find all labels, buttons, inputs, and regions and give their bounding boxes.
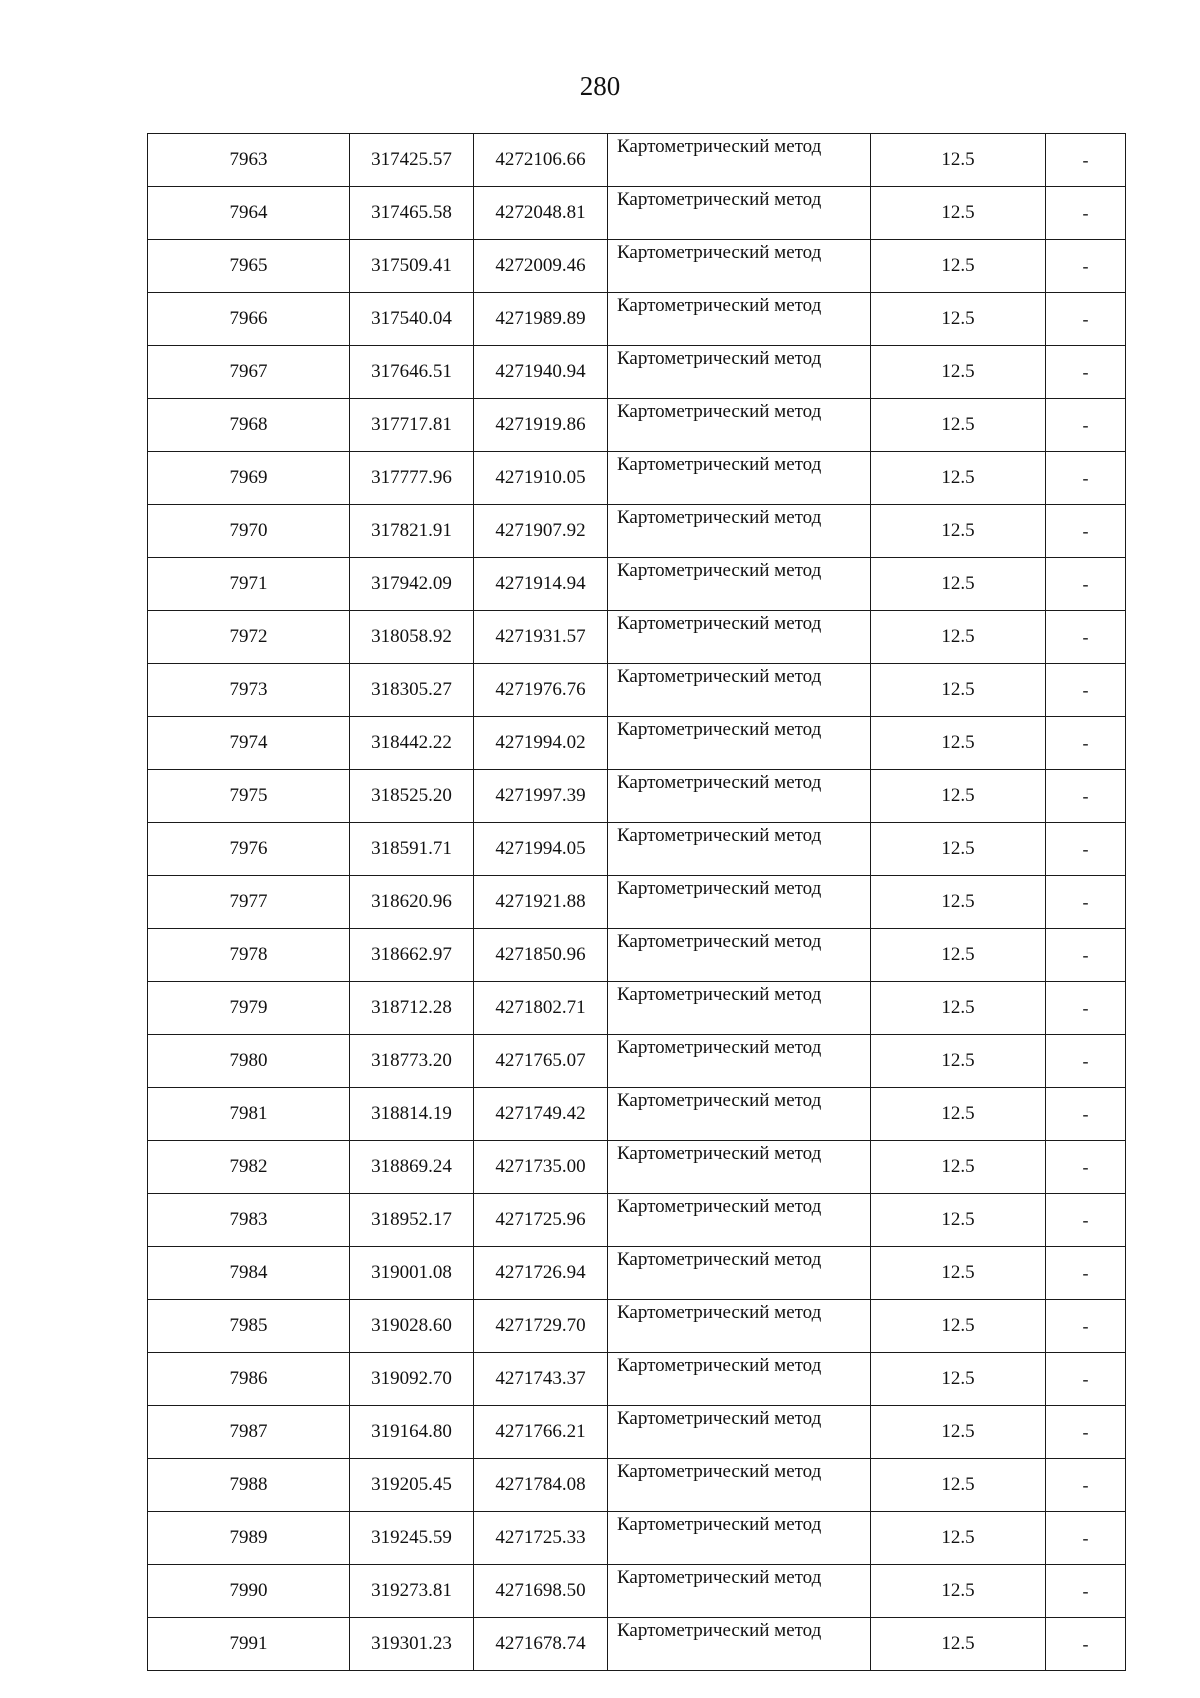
note-cell: - (1046, 611, 1126, 664)
coordinates-table (147, 133, 1126, 1671)
method-cell: Картометрический метод (608, 452, 871, 505)
table-row (148, 187, 1126, 240)
method-cell: Картометрический метод (608, 1618, 871, 1671)
page-number: 280 (579, 71, 621, 101)
table-row (148, 1459, 1126, 1512)
note-cell: - (1046, 1459, 1126, 1512)
x-coordinate-cell: 318525.20 (350, 770, 474, 823)
x-coordinate-cell: 319245.59 (350, 1512, 474, 1565)
x-coordinate-cell: 317646.51 (350, 346, 474, 399)
accuracy-cell: 12.5 (871, 982, 1046, 1035)
note-cell: - (1046, 1512, 1126, 1565)
y-coordinate-cell: 4271765.07 (474, 1035, 608, 1088)
x-coordinate-cell: 317777.96 (350, 452, 474, 505)
table-row (148, 1300, 1126, 1353)
accuracy-cell: 12.5 (871, 664, 1046, 717)
point-number-cell: 7982 (148, 1141, 350, 1194)
table-row (148, 1035, 1126, 1088)
method-cell: Картометрический метод (608, 1141, 871, 1194)
y-coordinate-cell: 4271743.37 (474, 1353, 608, 1406)
note-cell: - (1046, 187, 1126, 240)
y-coordinate-cell: 4271678.74 (474, 1618, 608, 1671)
accuracy-cell: 12.5 (871, 1406, 1046, 1459)
accuracy-cell: 12.5 (871, 134, 1046, 187)
table-row (148, 399, 1126, 452)
point-number-cell: 7987 (148, 1406, 350, 1459)
accuracy-cell: 12.5 (871, 187, 1046, 240)
accuracy-cell: 12.5 (871, 505, 1046, 558)
y-coordinate-cell: 4271910.05 (474, 452, 608, 505)
y-coordinate-cell: 4271989.89 (474, 293, 608, 346)
note-cell: - (1046, 1035, 1126, 1088)
accuracy-cell: 12.5 (871, 1618, 1046, 1671)
method-cell: Картометрический метод (608, 1088, 871, 1141)
method-cell: Картометрический метод (608, 134, 871, 187)
x-coordinate-cell: 317425.57 (350, 134, 474, 187)
accuracy-cell: 12.5 (871, 1512, 1046, 1565)
accuracy-cell: 12.5 (871, 399, 1046, 452)
accuracy-cell: 12.5 (871, 1247, 1046, 1300)
note-cell: - (1046, 982, 1126, 1035)
y-coordinate-cell: 4271997.39 (474, 770, 608, 823)
x-coordinate-cell: 318442.22 (350, 717, 474, 770)
table-row (148, 558, 1126, 611)
method-cell: Картометрический метод (608, 1035, 871, 1088)
accuracy-cell: 12.5 (871, 293, 1046, 346)
table-row (148, 346, 1126, 399)
table-row (148, 876, 1126, 929)
method-cell: Картометрический метод (608, 1459, 871, 1512)
point-number-cell: 7967 (148, 346, 350, 399)
note-cell: - (1046, 399, 1126, 452)
table-row (148, 1512, 1126, 1565)
point-number-cell: 7972 (148, 611, 350, 664)
x-coordinate-cell: 317821.91 (350, 505, 474, 558)
method-cell: Картометрический метод (608, 823, 871, 876)
table-row (148, 611, 1126, 664)
y-coordinate-cell: 4272048.81 (474, 187, 608, 240)
y-coordinate-cell: 4271725.96 (474, 1194, 608, 1247)
point-number-cell: 7965 (148, 240, 350, 293)
x-coordinate-cell: 317540.04 (350, 293, 474, 346)
method-cell: Картометрический метод (608, 1247, 871, 1300)
point-number-cell: 7975 (148, 770, 350, 823)
method-cell: Картометрический метод (608, 717, 871, 770)
table-row (148, 823, 1126, 876)
note-cell: - (1046, 1088, 1126, 1141)
table-row (148, 505, 1126, 558)
x-coordinate-cell: 318814.19 (350, 1088, 474, 1141)
x-coordinate-cell: 317942.09 (350, 558, 474, 611)
accuracy-cell: 12.5 (871, 346, 1046, 399)
method-cell: Картометрический метод (608, 1300, 871, 1353)
point-number-cell: 7978 (148, 929, 350, 982)
table-row (148, 1088, 1126, 1141)
point-number-cell: 7963 (148, 134, 350, 187)
y-coordinate-cell: 4271725.33 (474, 1512, 608, 1565)
y-coordinate-cell: 4271749.42 (474, 1088, 608, 1141)
table-body (148, 134, 1126, 1671)
y-coordinate-cell: 4271976.76 (474, 664, 608, 717)
table-row (148, 293, 1126, 346)
note-cell: - (1046, 1300, 1126, 1353)
note-cell: - (1046, 452, 1126, 505)
x-coordinate-cell: 318952.17 (350, 1194, 474, 1247)
point-number-cell: 7981 (148, 1088, 350, 1141)
table-row (148, 134, 1126, 187)
point-number-cell: 7976 (148, 823, 350, 876)
method-cell: Картометрический метод (608, 399, 871, 452)
method-cell: Картометрический метод (608, 1565, 871, 1618)
method-cell: Картометрический метод (608, 1194, 871, 1247)
y-coordinate-cell: 4271914.94 (474, 558, 608, 611)
y-coordinate-cell: 4271726.94 (474, 1247, 608, 1300)
accuracy-cell: 12.5 (871, 611, 1046, 664)
method-cell: Картометрический метод (608, 770, 871, 823)
x-coordinate-cell: 318712.28 (350, 982, 474, 1035)
method-cell: Картометрический метод (608, 558, 871, 611)
note-cell: - (1046, 876, 1126, 929)
method-cell: Картометрический метод (608, 1406, 871, 1459)
method-cell: Картометрический метод (608, 240, 871, 293)
method-cell: Картометрический метод (608, 293, 871, 346)
note-cell: - (1046, 1141, 1126, 1194)
y-coordinate-cell: 4271850.96 (474, 929, 608, 982)
point-number-cell: 7985 (148, 1300, 350, 1353)
x-coordinate-cell: 317465.58 (350, 187, 474, 240)
accuracy-cell: 12.5 (871, 770, 1046, 823)
y-coordinate-cell: 4271698.50 (474, 1565, 608, 1618)
accuracy-cell: 12.5 (871, 823, 1046, 876)
table-row (148, 1194, 1126, 1247)
point-number-cell: 7991 (148, 1618, 350, 1671)
point-number-cell: 7968 (148, 399, 350, 452)
note-cell: - (1046, 240, 1126, 293)
point-number-cell: 7971 (148, 558, 350, 611)
table-row (148, 240, 1126, 293)
accuracy-cell: 12.5 (871, 929, 1046, 982)
method-cell: Картометрический метод (608, 346, 871, 399)
x-coordinate-cell: 319028.60 (350, 1300, 474, 1353)
method-cell: Картометрический метод (608, 982, 871, 1035)
accuracy-cell: 12.5 (871, 876, 1046, 929)
accuracy-cell: 12.5 (871, 1565, 1046, 1618)
point-number-cell: 7986 (148, 1353, 350, 1406)
note-cell: - (1046, 1247, 1126, 1300)
y-coordinate-cell: 4271921.88 (474, 876, 608, 929)
y-coordinate-cell: 4272009.46 (474, 240, 608, 293)
y-coordinate-cell: 4271994.05 (474, 823, 608, 876)
note-cell: - (1046, 558, 1126, 611)
x-coordinate-cell: 319001.08 (350, 1247, 474, 1300)
point-number-cell: 7970 (148, 505, 350, 558)
method-cell: Картометрический метод (608, 1512, 871, 1565)
accuracy-cell: 12.5 (871, 558, 1046, 611)
method-cell: Картометрический метод (608, 187, 871, 240)
point-number-cell: 7979 (148, 982, 350, 1035)
method-cell: Картометрический метод (608, 664, 871, 717)
point-number-cell: 7990 (148, 1565, 350, 1618)
x-coordinate-cell: 318869.24 (350, 1141, 474, 1194)
table-row (148, 664, 1126, 717)
y-coordinate-cell: 4271919.86 (474, 399, 608, 452)
x-coordinate-cell: 319164.80 (350, 1406, 474, 1459)
note-cell: - (1046, 823, 1126, 876)
y-coordinate-cell: 4271729.70 (474, 1300, 608, 1353)
table-row (148, 1406, 1126, 1459)
x-coordinate-cell: 318662.97 (350, 929, 474, 982)
y-coordinate-cell: 4271994.02 (474, 717, 608, 770)
point-number-cell: 7988 (148, 1459, 350, 1512)
accuracy-cell: 12.5 (871, 1300, 1046, 1353)
y-coordinate-cell: 4271802.71 (474, 982, 608, 1035)
accuracy-cell: 12.5 (871, 452, 1046, 505)
point-number-cell: 7966 (148, 293, 350, 346)
y-coordinate-cell: 4271940.94 (474, 346, 608, 399)
point-number-cell: 7984 (148, 1247, 350, 1300)
point-number-cell: 7964 (148, 187, 350, 240)
y-coordinate-cell: 4271907.92 (474, 505, 608, 558)
x-coordinate-cell: 317509.41 (350, 240, 474, 293)
y-coordinate-cell: 4271735.00 (474, 1141, 608, 1194)
method-cell: Картометрический метод (608, 929, 871, 982)
table-row (148, 1353, 1126, 1406)
note-cell: - (1046, 1618, 1126, 1671)
table-row (148, 982, 1126, 1035)
accuracy-cell: 12.5 (871, 1088, 1046, 1141)
note-cell: - (1046, 346, 1126, 399)
x-coordinate-cell: 319205.45 (350, 1459, 474, 1512)
method-cell: Картометрический метод (608, 876, 871, 929)
method-cell: Картометрический метод (608, 505, 871, 558)
note-cell: - (1046, 1194, 1126, 1247)
x-coordinate-cell: 318620.96 (350, 876, 474, 929)
note-cell: - (1046, 929, 1126, 982)
table-row (148, 1141, 1126, 1194)
x-coordinate-cell: 318058.92 (350, 611, 474, 664)
note-cell: - (1046, 1353, 1126, 1406)
y-coordinate-cell: 4271784.08 (474, 1459, 608, 1512)
method-cell: Картометрический метод (608, 611, 871, 664)
table-row (148, 1618, 1126, 1671)
x-coordinate-cell: 318305.27 (350, 664, 474, 717)
point-number-cell: 7983 (148, 1194, 350, 1247)
accuracy-cell: 12.5 (871, 1035, 1046, 1088)
x-coordinate-cell: 318773.20 (350, 1035, 474, 1088)
accuracy-cell: 12.5 (871, 240, 1046, 293)
point-number-cell: 7973 (148, 664, 350, 717)
y-coordinate-cell: 4271931.57 (474, 611, 608, 664)
point-number-cell: 7974 (148, 717, 350, 770)
point-number-cell: 7980 (148, 1035, 350, 1088)
accuracy-cell: 12.5 (871, 1459, 1046, 1512)
x-coordinate-cell: 319273.81 (350, 1565, 474, 1618)
y-coordinate-cell: 4272106.66 (474, 134, 608, 187)
note-cell: - (1046, 1406, 1126, 1459)
accuracy-cell: 12.5 (871, 1353, 1046, 1406)
method-cell: Картометрический метод (608, 1353, 871, 1406)
point-number-cell: 7969 (148, 452, 350, 505)
x-coordinate-cell: 319092.70 (350, 1353, 474, 1406)
table-row (148, 717, 1126, 770)
table-row (148, 1247, 1126, 1300)
note-cell: - (1046, 1565, 1126, 1618)
x-coordinate-cell: 317717.81 (350, 399, 474, 452)
table-row (148, 770, 1126, 823)
y-coordinate-cell: 4271766.21 (474, 1406, 608, 1459)
note-cell: - (1046, 134, 1126, 187)
note-cell: - (1046, 770, 1126, 823)
table-row (148, 452, 1126, 505)
accuracy-cell: 12.5 (871, 1194, 1046, 1247)
accuracy-cell: 12.5 (871, 717, 1046, 770)
note-cell: - (1046, 664, 1126, 717)
point-number-cell: 7989 (148, 1512, 350, 1565)
point-number-cell: 7977 (148, 876, 350, 929)
x-coordinate-cell: 318591.71 (350, 823, 474, 876)
table-row (148, 1565, 1126, 1618)
table-row (148, 929, 1126, 982)
note-cell: - (1046, 505, 1126, 558)
x-coordinate-cell: 319301.23 (350, 1618, 474, 1671)
note-cell: - (1046, 717, 1126, 770)
accuracy-cell: 12.5 (871, 1141, 1046, 1194)
note-cell: - (1046, 293, 1126, 346)
